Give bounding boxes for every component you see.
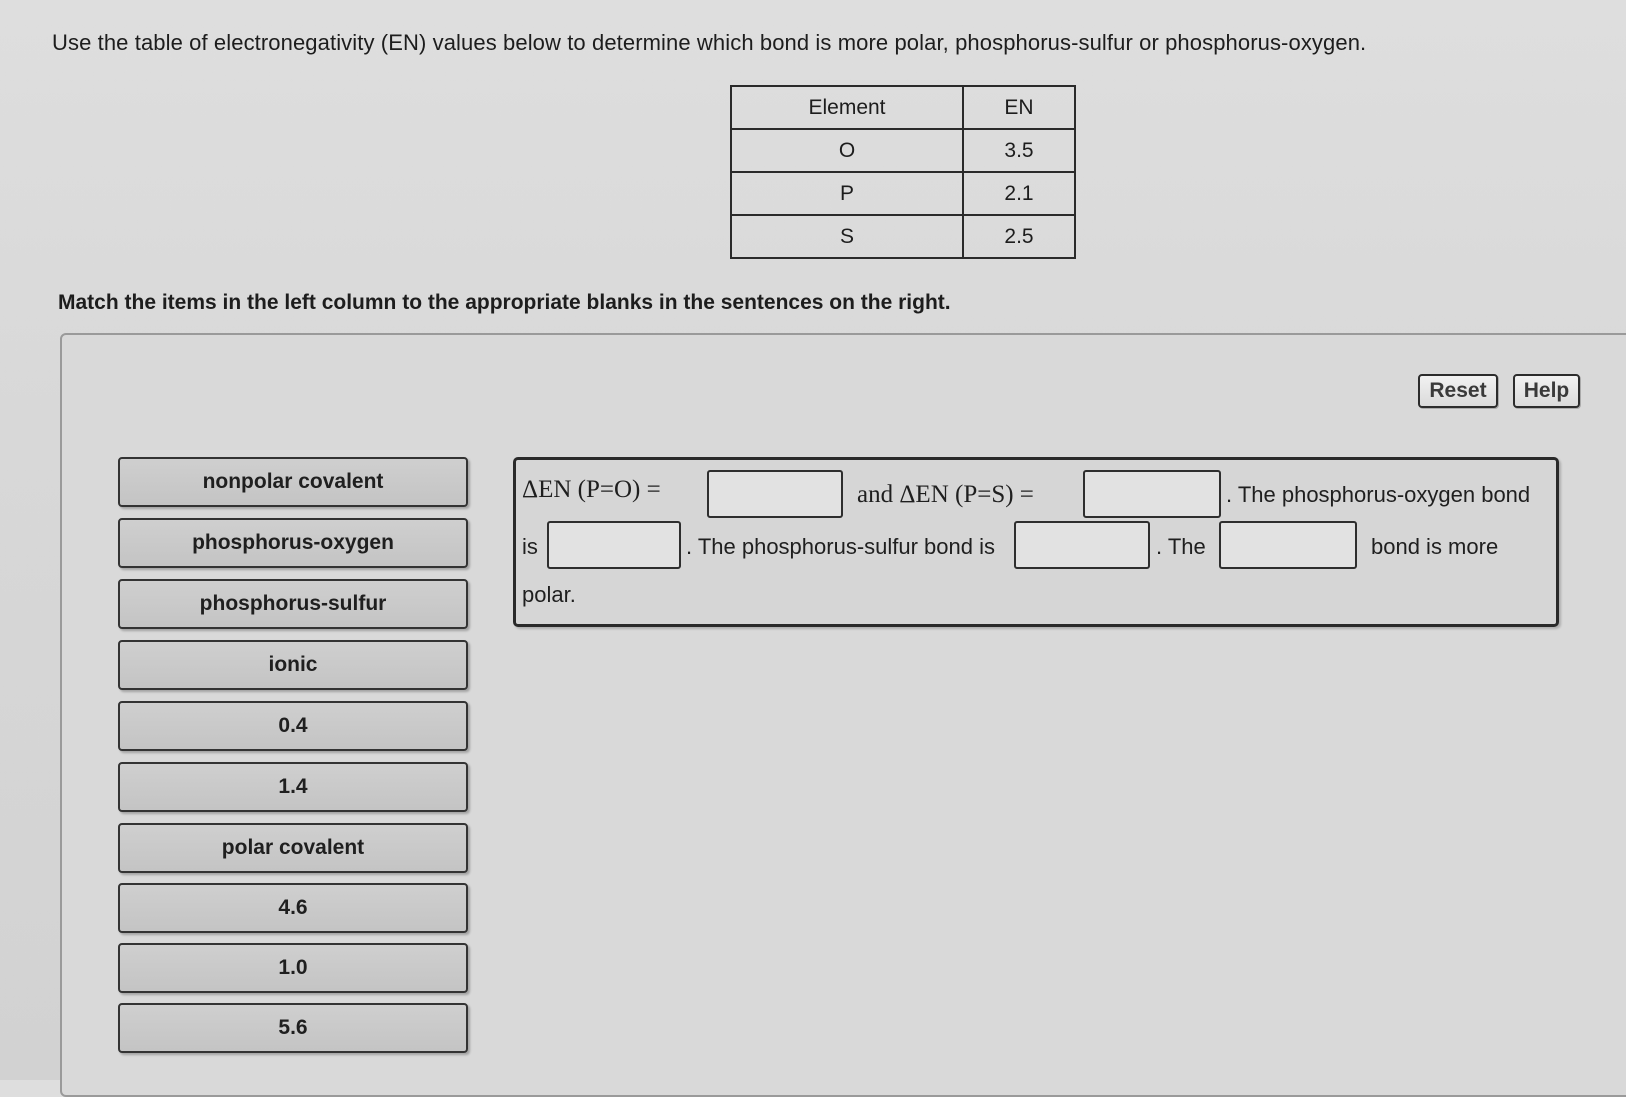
- table-header-element: Element: [731, 86, 963, 129]
- blank-more-polar-bond[interactable]: [1219, 521, 1357, 569]
- table-row: [731, 215, 1075, 258]
- table-row: [731, 172, 1075, 215]
- answer-tile-4-6[interactable]: 4.6: [118, 883, 468, 933]
- electronegativity-table: [730, 85, 1076, 259]
- sentence-text-and-en-ps-label: and ΔEN (P=S) =: [857, 481, 1034, 508]
- blank-en-ps[interactable]: [1083, 470, 1221, 518]
- answer-tile-0-4[interactable]: 0.4: [118, 701, 468, 751]
- answer-tile-polar-covalent[interactable]: polar covalent: [118, 823, 468, 873]
- help-button[interactable]: Help: [1513, 374, 1580, 408]
- table-cell-element: S: [731, 215, 963, 258]
- sentence-text-the: . The: [1156, 534, 1206, 559]
- answer-tile-phosphorus-oxygen[interactable]: phosphorus-oxygen: [118, 518, 468, 568]
- sentence-text-is: is: [522, 534, 538, 559]
- table-cell-element: O: [731, 129, 963, 172]
- sentence-text-polar: polar.: [522, 582, 576, 607]
- answer-tile-nonpolar-covalent[interactable]: nonpolar covalent: [118, 457, 468, 507]
- sentence-text-ps-bond-is: . The phosphorus-sulfur bond is: [686, 534, 995, 559]
- table-cell-en: 2.1: [963, 172, 1075, 215]
- sentence-text-po-bond: . The phosphorus-oxygen bond: [1226, 482, 1531, 507]
- blank-po-bond-type[interactable]: [547, 521, 681, 569]
- answer-tile-1-4[interactable]: 1.4: [118, 762, 468, 812]
- answer-tile-5-6[interactable]: 5.6: [118, 1003, 468, 1053]
- question-text: Use the table of electronegativity (EN) values below to determine which bond is more polar, phosphorus-sulfur or phosphorus-oxygen.: [52, 30, 1367, 55]
- reset-button[interactable]: Reset: [1418, 374, 1498, 408]
- blank-ps-bond-type[interactable]: [1014, 521, 1150, 569]
- blank-en-po[interactable]: [707, 470, 843, 518]
- table-row: [731, 129, 1075, 172]
- sentence-text-bond-is-more: bond is more: [1371, 534, 1499, 559]
- table-cell-element: P: [731, 172, 963, 215]
- table-cell-en: 2.5: [963, 215, 1075, 258]
- table-header-row: [731, 86, 1075, 129]
- answer-tile-1-0[interactable]: 1.0: [118, 943, 468, 993]
- answer-tile-phosphorus-sulfur[interactable]: phosphorus-sulfur: [118, 579, 468, 629]
- table-header-en: EN: [963, 86, 1075, 129]
- sentence-text-and-en-ps: [857, 481, 1034, 509]
- answer-tile-ionic[interactable]: ionic: [118, 640, 468, 690]
- sentence-text-en-po: ΔEN (P=O) =: [522, 476, 661, 503]
- instructions-text: Match the items in the left column to the appropriate blanks in the sentences on the right.: [58, 291, 951, 314]
- table-cell-en: 3.5: [963, 129, 1075, 172]
